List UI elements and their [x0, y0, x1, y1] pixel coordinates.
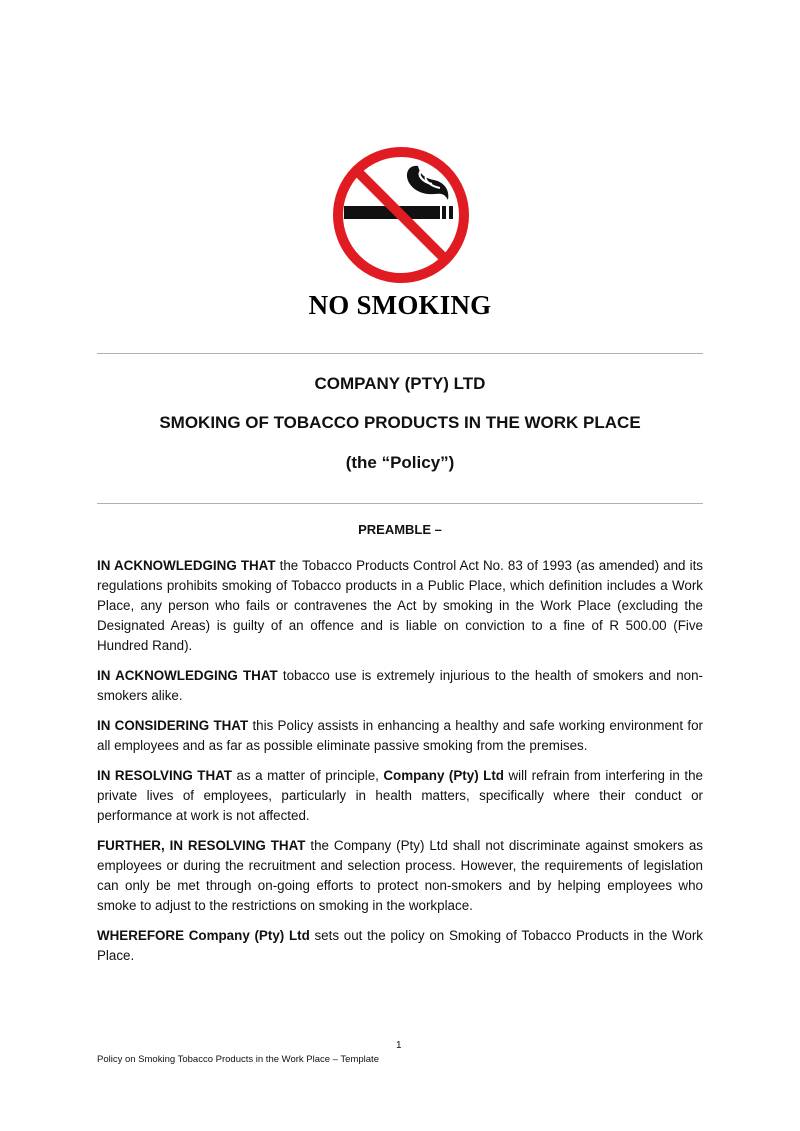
paragraph: [97, 836, 703, 916]
policy-title: SMOKING OF TOBACCO PRODUCTS IN THE WORK PLACE: [159, 413, 641, 432]
paragraph-text: the Tobacco Products Control Act No. 83 of 1993 (as amended) and its regulations prohibits smoking of Tobacco products in a Public Place, which definition includes a Work Place, any person who fails or contravenes the Act by smoking in the Work Place (excluding the Designated Areas) is guilty of an offence and is liable on conviction to a fine of R 500.00 (Five Hundred Rand).: [97, 558, 703, 653]
paragraph-lead: IN CONSIDERING THAT: [97, 718, 249, 733]
sign-title: NO SMOKING: [308, 290, 492, 320]
page-number: 1: [396, 1040, 402, 1051]
paragraph-text: the Company (Pty) Ltd shall not discriminate against smokers as employees or during the recruitment and selection process. However, the requirements of legislation can only be met through on-going efforts to protect non-smokers and by helping employees who smoke to adjust to the restrictions on smoking in the workplace.: [97, 838, 703, 913]
preamble-heading: PREAMBLE –: [358, 522, 442, 537]
no-smoking-icon: [330, 144, 472, 286]
page-footer: Policy on Smoking Tobacco Products in the Work Place – Template: [97, 1054, 379, 1065]
paragraph-text: as a matter of principle,: [232, 768, 384, 783]
paragraph-lead: FURTHER, IN RESOLVING THAT: [97, 838, 306, 853]
paragraph-text: tobacco use is extremely injurious to the health of smokers and non-smokers alike.: [97, 668, 703, 703]
paragraph-lead: WHEREFORE Company (Pty) Ltd: [97, 928, 310, 943]
paragraph: [97, 556, 703, 656]
policy-subtitle: (the “Policy”): [345, 453, 455, 472]
paragraph-lead: IN ACKNOWLEDGING THAT: [97, 558, 276, 573]
divider-bottom: [97, 503, 703, 504]
paragraph: [97, 666, 703, 706]
paragraph: [97, 716, 703, 756]
paragraph: [97, 766, 703, 826]
paragraph-text: sets out the policy on Smoking of Tobacco Products in the Work Place.: [97, 928, 703, 963]
company-heading: COMPANY (PTY) LTD: [314, 374, 486, 393]
paragraph: [97, 926, 703, 966]
paragraph-lead: IN RESOLVING THAT: [97, 768, 232, 783]
paragraph-text: this Policy assists in enhancing a healthy and safe working environment for all employees and as far as possible eliminate passive smoking from the premises.: [97, 718, 703, 753]
company-name: Company (Pty) Ltd: [383, 768, 504, 783]
divider-top: [97, 353, 703, 354]
preamble-body: [97, 556, 703, 976]
paragraph-text: will refrain from interfering in the private lives of employees, particularly in health matters, specifically where their conduct or performance at work is not affected.: [97, 768, 703, 823]
paragraph-lead: IN ACKNOWLEDGING THAT: [97, 668, 278, 683]
